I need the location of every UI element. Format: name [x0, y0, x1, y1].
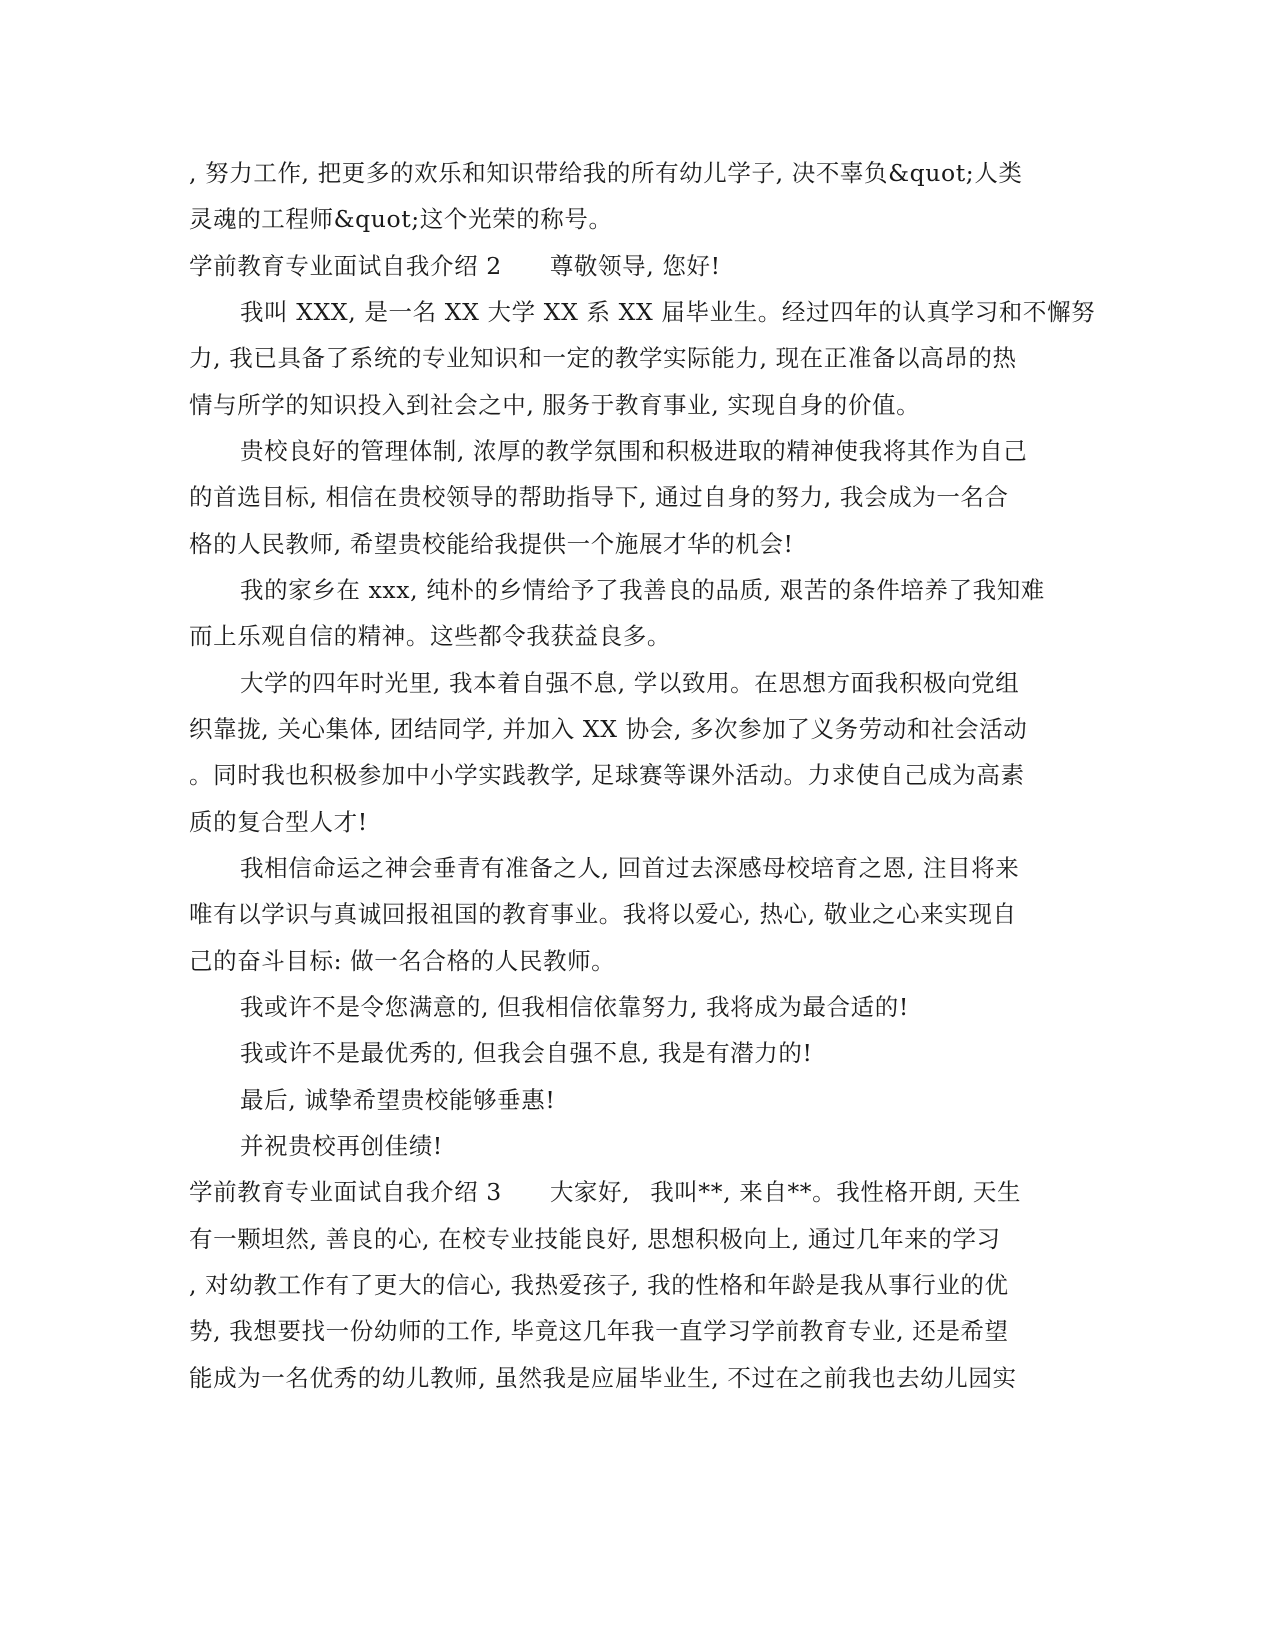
- paragraph-line: 最后, 诚挚希望贵校能够垂惠!: [240, 1086, 556, 1114]
- paragraph-line: 并祝贵校再创佳绩!: [240, 1132, 443, 1160]
- paragraph-line: 而上乐观自信的精神。这些都令我获益良多。: [189, 622, 671, 650]
- paragraph-line: 有一颗坦然, 善良的心, 在校专业技能良好, 思想积极向上, 通过几年来的学习: [189, 1225, 1001, 1253]
- paragraph-line: 的首选目标, 相信在贵校领导的帮助指导下, 通过自身的努力, 我会成为一名合: [189, 483, 1009, 511]
- paragraph-line: 贵校良好的管理体制, 浓厚的教学氛围和积极进取的精神使我将其作为自己: [240, 437, 1028, 465]
- paragraph-line: 我叫 XXX, 是一名 XX 大学 XX 系 XX 届毕业生。经过四年的认真学习和不懈努: [240, 298, 1096, 326]
- paragraph-line: 我相信命运之神会垂青有准备之人, 回首过去深感母校培育之恩, 注目将来: [240, 854, 1020, 882]
- paragraph-line: 。同时我也积极参加中小学实践教学, 足球赛等课外活动。力求使自己成为高素: [189, 761, 1025, 789]
- paragraph-line: 能成为一名优秀的幼儿教师, 虽然我是应届毕业生, 不过在之前我也去幼儿园实: [189, 1364, 1017, 1392]
- paragraph-line: 格的人民教师, 希望贵校能给我提供一个施展才华的机会!: [189, 530, 794, 558]
- paragraph-line: , 努力工作, 把更多的欢乐和知识带给我的所有幼儿学子, 决不辜负&quot;人类: [189, 159, 1023, 187]
- paragraph-line: 大学的四年时光里, 我本着自强不息, 学以致用。在思想方面我积极向党组: [240, 669, 1020, 697]
- paragraph-line: 势, 我想要找一份幼师的工作, 毕竟这几年我一直学习学前教育专业, 还是希望: [189, 1317, 1009, 1345]
- paragraph-line: 己的奋斗目标: 做一名合格的人民教师。: [189, 947, 616, 975]
- paragraph-line: 我的家乡在 xxx, 纯朴的乡情给予了我善良的品质, 艰苦的条件培养了我知难: [240, 576, 1045, 604]
- section-heading: 学前教育专业面试自我介绍 3: [189, 1178, 502, 1206]
- section-heading-line: [189, 251, 1089, 281]
- section-heading: 学前教育专业面试自我介绍 2: [189, 252, 502, 280]
- section-heading-line: [189, 1177, 1089, 1207]
- greeting-text: 大家好,: [549, 1178, 631, 1206]
- paragraph-line: 质的复合型人才!: [189, 808, 368, 836]
- paragraph-line: 力, 我已具备了系统的专业知识和一定的教学实际能力, 现在正准备以高昂的热: [189, 344, 1017, 372]
- greeting-text: 尊敬领导, 您好!: [549, 252, 721, 280]
- paragraph-line: 唯有以学识与真诚回报祖国的教育事业。我将以爱心, 热心, 敬业之心来实现自: [189, 900, 1017, 928]
- paragraph-line: 情与所学的知识投入到社会之中, 服务于教育事业, 实现自身的价值。: [189, 391, 921, 419]
- paragraph-line: 我或许不是令您满意的, 但我相信依靠努力, 我将成为最合适的!: [240, 993, 909, 1021]
- paragraph-line: 织靠拢, 关心集体, 团结同学, 并加入 XX 协会, 多次参加了义务劳动和社会活动: [189, 715, 1028, 743]
- paragraph-line: , 对幼教工作有了更大的信心, 我热爱孩子, 我的性格和年龄是我从事行业的优: [189, 1271, 1009, 1299]
- paragraph-line: 灵魂的工程师&quot;这个光荣的称号。: [189, 205, 613, 233]
- intro-text: 我叫**, 来自**。我性格开朗, 天生: [650, 1178, 1022, 1206]
- paragraph-line: 我或许不是最优秀的, 但我会自强不息, 我是有潜力的!: [240, 1039, 813, 1067]
